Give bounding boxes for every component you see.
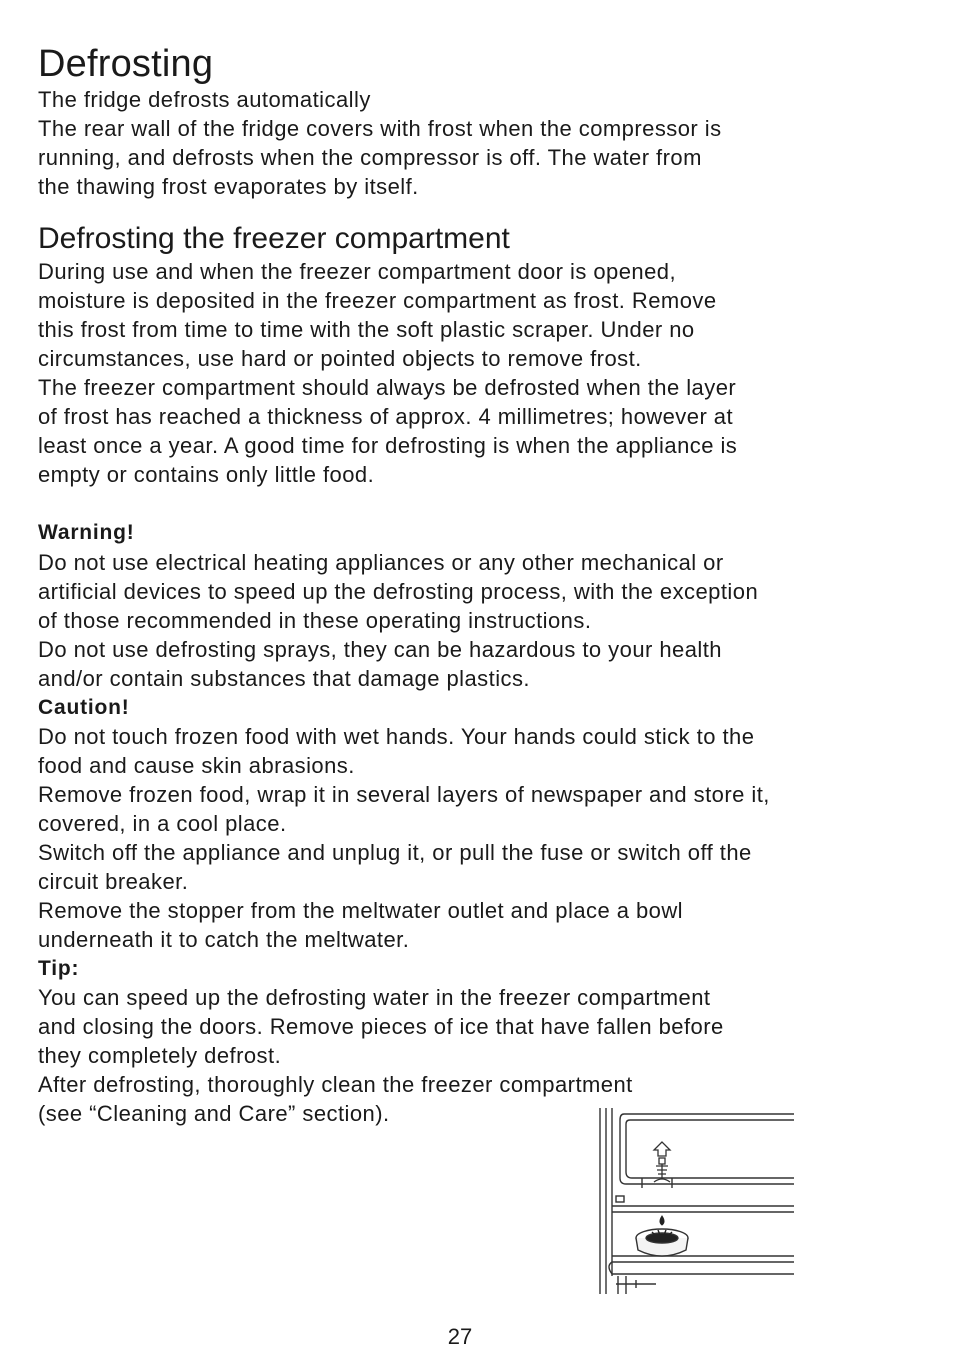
page-title: Defrosting <box>38 43 214 85</box>
page-number: 27 <box>447 1324 473 1349</box>
tip-heading: Tip: <box>38 957 80 980</box>
warning-heading: Warning! <box>38 521 135 544</box>
caution-line: food and cause skin abrasions. <box>38 753 355 778</box>
warning-line: of those recommended in these operating instructions. <box>38 608 592 633</box>
section-line: moisture is deposited in the freezer compartment as frost. Remove <box>38 288 717 313</box>
intro-line: The fridge defrosts automatically <box>38 87 371 112</box>
caution-line: Switch off the appliance and unplug it, or pull the fuse or switch off the <box>38 840 752 865</box>
section-line: circumstances, use hard or pointed objects to remove frost. <box>38 346 642 371</box>
warning-line: Do not use defrosting sprays, they can be hazardous to your health <box>38 637 722 662</box>
section-line: The freezer compartment should always be defrosted when the layer <box>38 375 737 400</box>
section-line: empty or contains only little food. <box>38 462 375 487</box>
meltwater-outlet-bowl-illustration <box>596 1106 796 1296</box>
caution-line: underneath it to catch the meltwater. <box>38 927 410 952</box>
intro-line: the thawing frost evaporates by itself. <box>38 174 419 199</box>
warning-line: and/or contain substances that damage plastics. <box>38 666 530 691</box>
tip-line: and closing the doors. Remove pieces of ice that have fallen before <box>38 1014 724 1039</box>
warning-line: Do not use electrical heating appliances or any other mechanical or <box>38 550 724 575</box>
caution-heading: Caution! <box>38 696 130 719</box>
section-line: During use and when the freezer compartment door is opened, <box>38 259 677 284</box>
warning-line: artificial devices to speed up the defrosting process, with the exception <box>38 579 759 604</box>
section-line: least once a year. A good time for defrosting is when the appliance is <box>38 433 738 458</box>
section-line: this frost from time to time with the soft plastic scraper. Under no <box>38 317 695 342</box>
intro-line: running, and defrosts when the compressor is off. The water from <box>38 145 702 170</box>
tip-line: they completely defrost. <box>38 1043 282 1068</box>
tip-line: (see “Cleaning and Care” section). <box>38 1101 390 1126</box>
section-title: Defrosting the freezer compartment <box>38 222 510 255</box>
section-line: of frost has reached a thickness of approx. 4 millimetres; however at <box>38 404 734 429</box>
tip-line: You can speed up the defrosting water in the freezer compartment <box>38 985 711 1010</box>
caution-line: Remove frozen food, wrap it in several layers of newspaper and store it, <box>38 782 770 807</box>
caution-line: Remove the stopper from the meltwater outlet and place a bowl <box>38 898 683 923</box>
caution-line: covered, in a cool place. <box>38 811 287 836</box>
intro-line: The rear wall of the fridge covers with frost when the compressor is <box>38 116 722 141</box>
caution-line: Do not touch frozen food with wet hands. Your hands could stick to the <box>38 724 755 749</box>
caution-line: circuit breaker. <box>38 869 189 894</box>
tip-line: After defrosting, thoroughly clean the freezer compartment <box>38 1072 633 1097</box>
